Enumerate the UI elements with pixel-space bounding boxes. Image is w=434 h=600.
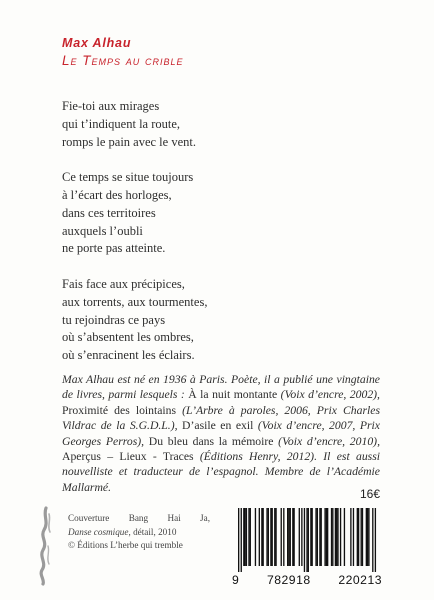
poem-line: qui t’indiquent la route,	[62, 116, 181, 131]
isbn-barcode	[232, 508, 382, 590]
barcode-bar	[299, 508, 300, 566]
barcode-bar	[366, 508, 367, 566]
barcode-bar	[315, 508, 316, 566]
barcode-bar	[375, 508, 376, 572]
bio-book-title: D’asile en exil	[182, 419, 254, 433]
barcode-bar	[353, 508, 354, 566]
barcode-bar	[243, 508, 244, 566]
barcode-bar	[244, 508, 245, 566]
credits-line-3: © Éditions L’herbe qui tremble	[68, 540, 183, 550]
barcode-bar	[321, 508, 322, 566]
poem-line: à l’écart des horloges,	[62, 187, 172, 202]
credits-line-2	[68, 526, 210, 540]
poem-stanza	[62, 276, 207, 365]
barcode-bar	[301, 508, 302, 566]
poem-line: tu rejoindras ce pays	[62, 312, 166, 327]
barcode-bar	[250, 508, 251, 566]
book-title: Le Temps au crible	[62, 53, 184, 68]
barcode-bar	[358, 508, 359, 566]
barcode-bar	[361, 508, 362, 566]
barcode-bar	[317, 508, 318, 566]
bio-book-publisher: (Voix d’encre, 2010),	[273, 434, 380, 448]
barcode-bar	[270, 508, 271, 566]
bio-book-publisher: (Voix d’encre, 2007, Prix Georges Perros),	[62, 419, 380, 448]
barcode-bar	[306, 508, 307, 572]
publisher-logo-icon	[34, 506, 56, 586]
barcode-bar	[327, 508, 328, 566]
barcode-bar	[319, 508, 320, 566]
barcode-bar	[255, 508, 256, 566]
artwork-title: Danse cosmique	[68, 526, 129, 537]
barcode-bar	[326, 508, 327, 566]
barcode-bars	[232, 508, 382, 572]
cover-credits	[68, 512, 210, 553]
barcode-bar	[274, 508, 275, 566]
poem-line: où s’absentent les ombres,	[62, 330, 194, 345]
barcode-bar	[335, 508, 336, 566]
barcode-bar	[275, 508, 276, 566]
poem-line: ne porte pas atteinte.	[62, 241, 166, 256]
barcode-bar	[261, 508, 262, 566]
barcode-bar	[246, 508, 247, 566]
poem-stanza	[62, 169, 207, 258]
poem-line: aux torrents, aux tourmentes,	[62, 294, 208, 309]
credit-word: Hai	[167, 513, 181, 523]
credit-word: Bang	[128, 513, 149, 523]
barcode-bar	[340, 508, 341, 566]
barcode-bar	[312, 508, 313, 566]
poem-line: Ce temps se situe toujours	[62, 170, 194, 185]
barcode-bar	[331, 508, 332, 566]
barcode-bar	[272, 508, 273, 566]
barcode-bar	[248, 508, 249, 566]
isbn-digit-group: 9	[232, 573, 240, 587]
bio-intro: Max Alhau est né en 1936 à Paris. Poète, il a publié une vingtaine de livres, parmi lesquels :	[62, 373, 380, 402]
barcode-bar	[336, 508, 337, 566]
barcode-bar	[324, 508, 325, 566]
poem-line: Fais face aux précipices,	[62, 276, 185, 291]
poem	[62, 98, 207, 383]
bio-book-publisher: (Voix d’encre, 2002),	[277, 388, 380, 402]
bio-book-publisher: (Éditions Henry, 2012).	[193, 450, 324, 464]
isbn-number	[232, 573, 382, 587]
credit-word: Couverture	[68, 513, 110, 523]
barcode-bar	[266, 508, 267, 566]
barcode-bar	[293, 508, 294, 566]
bio-book-title: Aperçus – Lieux - Traces	[62, 450, 194, 464]
barcode-bar	[350, 508, 351, 566]
price-label: 16€	[359, 487, 380, 501]
barcode-bar	[308, 508, 309, 572]
barcode-bar	[337, 508, 338, 566]
barcode-bar	[372, 508, 373, 572]
barcode-bar	[292, 508, 293, 566]
barcode-bar	[368, 508, 369, 566]
poem-line: romps le pain avec le vent.	[62, 134, 196, 149]
poem-line: dans ces territoires	[62, 205, 156, 220]
barcode-bar	[304, 508, 305, 572]
credit-word: Ja,	[200, 513, 210, 523]
bio-book-title: Du bleu dans la mémoire	[148, 434, 274, 448]
barcode-bar	[362, 508, 363, 566]
barcode-bar	[268, 508, 269, 566]
barcode-bar	[287, 508, 288, 566]
barcode-bar	[238, 508, 239, 572]
barcode-bar	[290, 508, 291, 566]
barcode-bar	[283, 508, 284, 566]
isbn-digit-group: 220213	[338, 573, 382, 587]
bio-outro: Il est aussi nouvelliste et traducteur de l’espagnol. Membre de l’Académie Mallarmé.	[62, 450, 381, 494]
barcode-bar	[344, 508, 345, 566]
barcode-bar	[263, 508, 264, 566]
poem-line: Fie-toi aux mirages	[62, 99, 160, 113]
barcode-bar	[241, 508, 242, 572]
author-name: Max Alhau	[62, 36, 132, 50]
poem-line: où s’enracinent les éclairs.	[62, 348, 195, 363]
bio-book-title: À la nuit montante	[184, 388, 278, 402]
barcode-bar	[288, 508, 289, 566]
barcode-bar	[367, 508, 368, 566]
poem-stanza	[62, 98, 207, 151]
author-biography	[62, 372, 380, 495]
barcode-bar	[332, 508, 333, 566]
poem-line: auxquels l’oubli	[62, 223, 143, 238]
barcode-bar	[259, 508, 260, 566]
isbn-digit-group: 782918	[266, 573, 311, 587]
barcode-bar	[310, 508, 311, 566]
barcode-bar	[281, 508, 282, 566]
bio-book-publisher: (L’Arbre à paroles, 2006, Prix Charles Vildrac de la S.G.D.L.),	[62, 403, 380, 433]
barcode-bar	[357, 508, 358, 566]
artwork-details: , détail, 2010	[128, 526, 177, 537]
bio-book-title: Proximité des lointains	[62, 403, 177, 417]
credits-line-1	[68, 512, 210, 526]
